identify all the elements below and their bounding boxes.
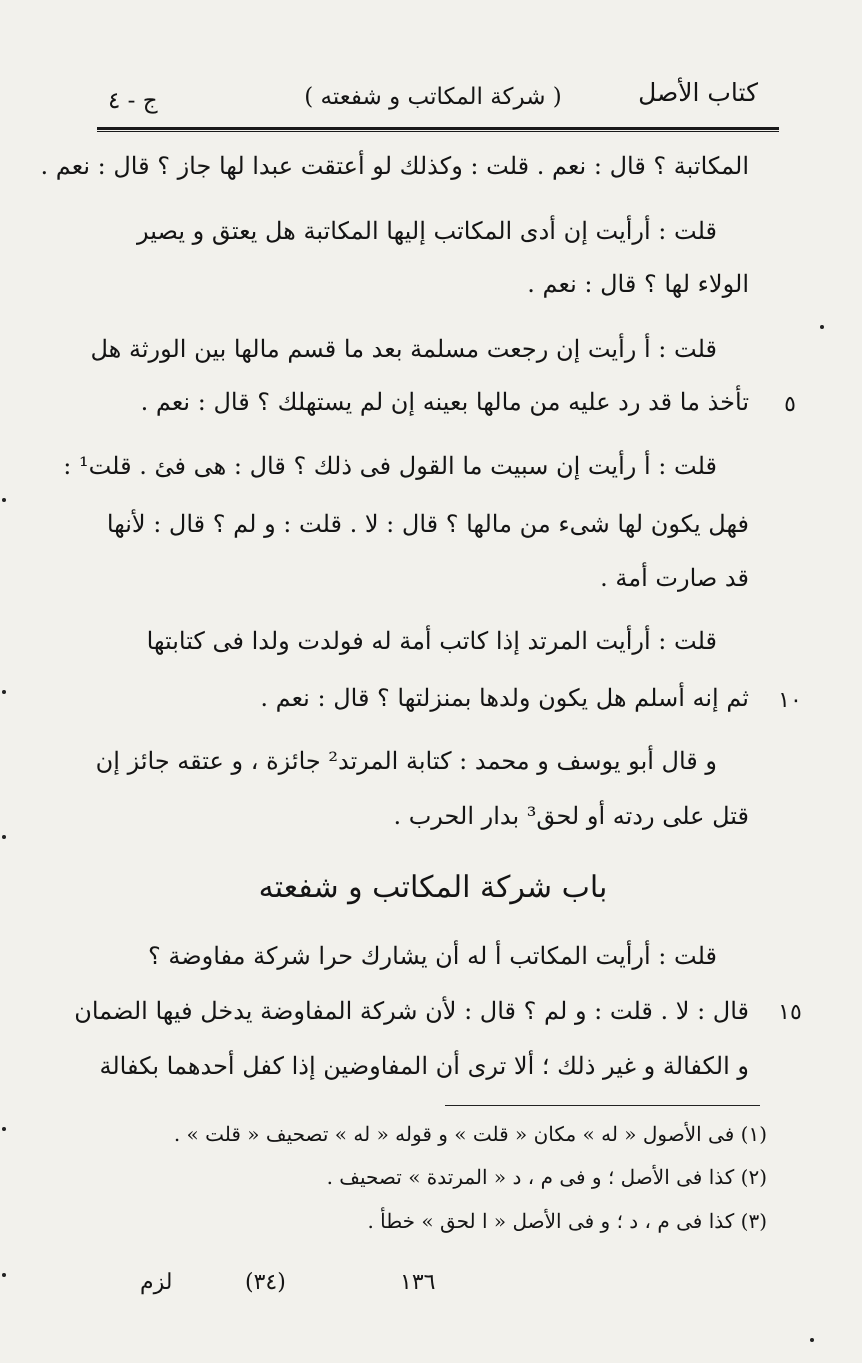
header-rule	[97, 127, 779, 130]
text-line: ثم إنه أسلم هل يكون ولدها بمنزلتها ؟ قال : نعم .	[260, 684, 749, 712]
speck	[820, 325, 824, 329]
footnote: (١) فى الأصول « له » مكان « قلت » و قوله « له » تصحيف « قلت » .	[173, 1122, 767, 1146]
binding-dot	[2, 1273, 6, 1277]
signature-mark: (٣٤)	[245, 1270, 286, 1295]
footnote: (٢) كذا فى الأصل ؛ و فى م ، د « المرتدة » تصحيف .	[326, 1165, 767, 1189]
footnote: (٣) كذا فى م ، د ؛ و فى الأصل « ا لحق » خطأ .	[367, 1209, 767, 1233]
volume-number: ج - ٤	[108, 88, 158, 114]
text-line: فهل يكون لها شىء من مالها ؟ قال : لا . قلت : و لم ؟ قال : لأنها	[106, 510, 749, 538]
binding-dot	[2, 498, 6, 502]
text-line: قال : لا . قلت : و لم ؟ قال : لأن شركة المفاوضة يدخل فيها الضمان	[74, 997, 749, 1025]
text-line: قلت : أرأيت إن أدى المكاتب إليها المكاتبة هل يعتق و يصير	[137, 217, 717, 245]
catchword: لزم	[140, 1270, 173, 1295]
text-line: تأخذ ما قد رد عليه من مالها بعينه إن لم يستهلك ؟ قال : نعم .	[140, 388, 749, 416]
text-line: قلت : أرأيت المكاتب أ له أن يشارك حرا شركة مفاوضة ؟	[147, 942, 717, 970]
text-line: قلت : أرأيت المرتد إذا كاتب أمة له فولدت ولدا فى كتابتها	[146, 627, 717, 655]
footnote-rule	[445, 1105, 760, 1106]
text-line: المكاتبة ؟ قال : نعم . قلت : وكذلك لو أعتقت عبدا لها جاز ؟ قال : نعم .	[40, 152, 749, 180]
line-number: ١٥	[778, 1000, 802, 1025]
line-number: ١٠	[778, 688, 802, 713]
speck	[810, 1338, 814, 1342]
text-line: و الكفالة و غير ذلك ؛ ألا ترى أن المفاوضين إذا كفل أحدهما بكفالة	[99, 1052, 749, 1080]
text-line: الولاء لها ؟ قال : نعم .	[527, 270, 749, 298]
binding-dot	[2, 690, 6, 694]
binding-dot	[2, 1127, 6, 1131]
section-heading: باب شركة المكاتب و شفعته	[258, 870, 608, 905]
text-line: قلت : أ رأيت إن سبيت ما القول فى ذلك ؟ قال : هى فئ . قلت¹ :	[63, 452, 717, 480]
chapter-title: ( شركة المكاتب و شفعته )	[304, 84, 562, 110]
book-title: كتاب الأصل	[638, 78, 758, 107]
running-header	[108, 78, 758, 118]
text-line: قد صارت أمة .	[600, 564, 749, 592]
line-number: ٥	[784, 392, 796, 417]
text-line: قتل على ردته أو لحق³ بدار الحرب .	[393, 802, 749, 830]
text-line: و قال أبو يوسف و محمد : كتابة المرتد² جائزة ، و عتقه جائز إن	[95, 747, 717, 775]
page-number: ١٣٦	[400, 1270, 436, 1295]
binding-dot	[2, 835, 6, 839]
header-rule-thin	[97, 131, 779, 132]
text-line: قلت : أ رأيت إن رجعت مسلمة بعد ما قسم مالها بين الورثة هل	[90, 335, 717, 363]
